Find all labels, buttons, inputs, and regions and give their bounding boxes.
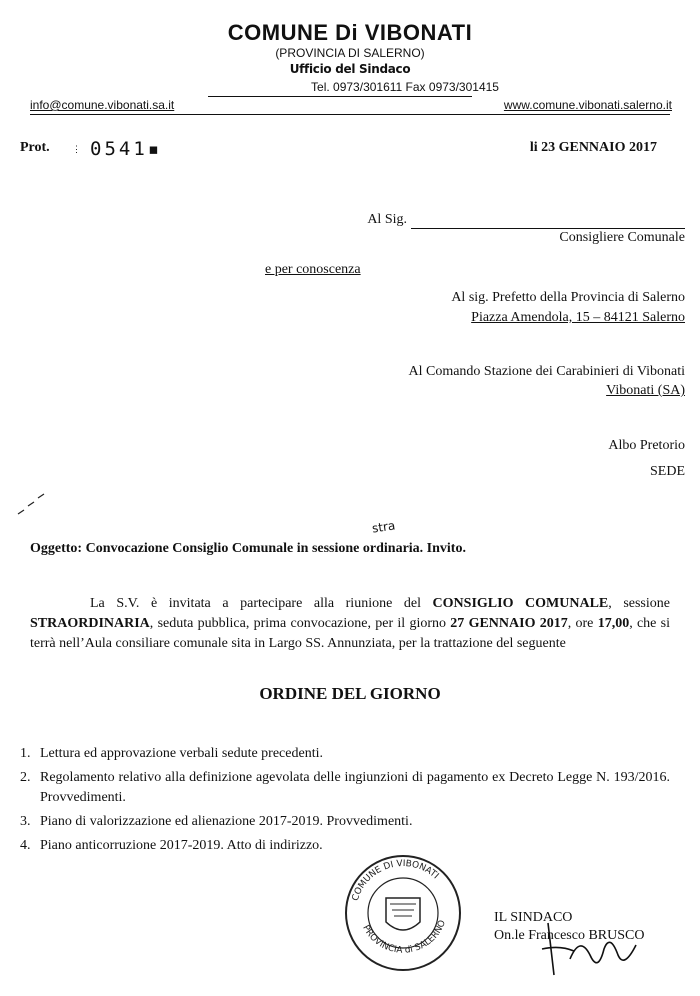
margin-scribble-mark	[16, 490, 46, 520]
official-seal-icon	[342, 852, 464, 974]
recipient-role: Consigliere Comunale	[559, 230, 685, 245]
agenda-item-text: Piano di valorizzazione ed alienazione 2017-2019. Provvedimenti.	[40, 814, 413, 829]
meeting-time: 17,00	[597, 616, 630, 631]
prefetto-recipient: Al sig. Prefetto della Provincia di Salerno	[451, 290, 685, 305]
carabinieri-recipient: Al Comando Stazione dei Carabinieri di Vibonati	[408, 364, 685, 379]
body-text-1: La S.V. è invitata a partecipare alla riunione del	[90, 596, 421, 611]
email-link[interactable]: info@comune.vibonati.sa.it	[30, 98, 175, 112]
session-type: STRAORDINARIA	[30, 616, 150, 631]
albo-pretorio: Albo Pretorio	[608, 438, 685, 453]
subject-line: Oggetto: Convocazione Consiglio Comunale in sessione ordinaria. Invito.	[30, 541, 466, 556]
carabinieri-place: Vibonati (SA)	[606, 383, 685, 398]
council-name: CONSIGLIO COMUNALE	[432, 596, 609, 611]
agenda-item-number: 3.	[20, 814, 31, 829]
svg-text:PROVINCIA di SALERNO: PROVINCIA di SALERNO	[360, 918, 449, 956]
header-divider	[30, 114, 670, 115]
header-divider-short	[208, 96, 472, 97]
agenda-item	[20, 768, 670, 808]
agenda-item-number: 4.	[20, 838, 31, 853]
recipient-line	[367, 212, 685, 229]
agenda-item-number: 1.	[20, 746, 31, 761]
agenda-item	[20, 744, 670, 764]
protocol-suffix-mark: ▪	[147, 138, 163, 160]
recipient-blank-field	[411, 212, 685, 229]
agenda-list	[20, 744, 670, 860]
protocol-number-value: 0541	[90, 138, 148, 160]
letterhead-title: COMUNE Di VIBONATI	[227, 20, 473, 45]
sede: SEDE	[650, 464, 685, 479]
handwritten-signature-icon	[540, 915, 650, 985]
agenda-item	[20, 812, 670, 832]
protocol-number	[72, 138, 162, 160]
meeting-date: 27 GENNAIO 2017	[450, 616, 568, 631]
body-text-2: , sessione	[608, 596, 670, 611]
signature-title: IL SINDACO	[494, 910, 573, 925]
letterhead-office: Ufficio del Sindaco	[289, 62, 411, 76]
body-text-3: , seduta pubblica, prima convocazione, per il giorno	[149, 616, 447, 631]
letter-date: li 23 GENNAIO 2017	[529, 140, 657, 155]
letterhead-province: (PROVINCIA DI SALERNO)	[275, 46, 425, 60]
body-text-5: , che si terrà nell’Aula consiliare comunale sita in Largo SS. Annunziata, per la trattazione del seguente	[30, 616, 671, 651]
protocol-stamp-mark: ⋮	[72, 144, 84, 155]
per-conoscenza: e per conoscenza	[265, 262, 361, 277]
letterhead-phone	[0, 80, 700, 94]
prefetto-address: Piazza Amendola, 15 – 84121 Salerno	[471, 310, 685, 325]
agenda-heading: ORDINE DEL GIORNO	[259, 684, 441, 703]
agenda-item-number: 2.	[20, 770, 31, 785]
body-text-4: , ore	[567, 616, 594, 631]
recipient-label: Al Sig.	[367, 212, 407, 227]
handwritten-insert: stra	[371, 518, 397, 536]
body-paragraph	[30, 594, 670, 654]
signature-name: On.le Francesco BRUSCO	[494, 928, 645, 943]
agenda-item-text: Lettura ed approvazione verbali sedute precedenti.	[40, 746, 323, 761]
agenda-item-text: Regolamento relativo alla definizione agevolata delle ingiunzioni di pagamento ex Decreto Legge N. 193/2016. Provvedimenti.	[40, 770, 670, 805]
phone-text: Tel. 0973/301611 Fax 0973/301415	[311, 80, 499, 94]
website-link[interactable]: www.comune.vibonati.salerno.it	[503, 98, 672, 112]
agenda-item-text: Piano anticorruzione 2017-2019. Atto di indirizzo.	[40, 838, 323, 853]
protocol-label: Prot.	[20, 140, 50, 155]
svg-text:COMUNE DI VIBONATI: COMUNE DI VIBONATI	[350, 858, 441, 903]
